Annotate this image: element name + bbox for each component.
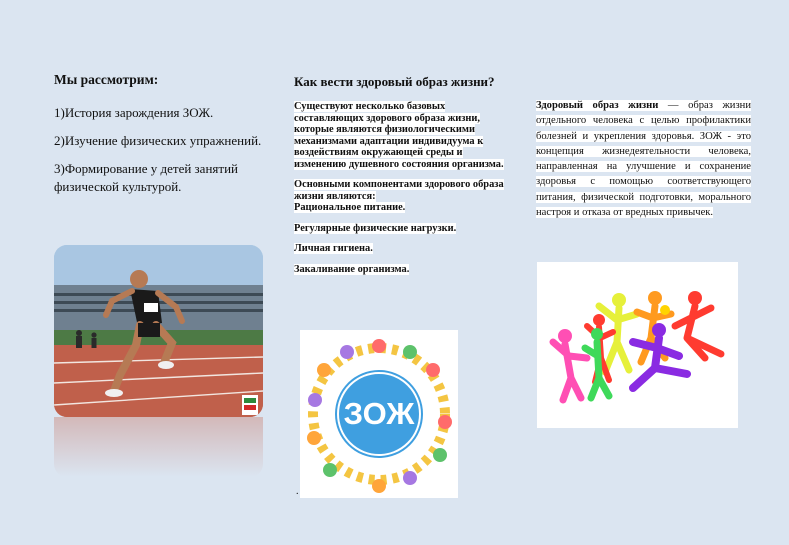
component-item: Личная гигиена. <box>294 243 373 254</box>
sprinter-photo <box>54 245 263 417</box>
middle-heading: Как вести здоровый образ жизни? <box>294 74 495 89</box>
sprinter-illustration <box>54 245 263 417</box>
zozh-children-circle <box>300 330 458 498</box>
component-item: Регулярные физические нагрузки. <box>294 222 457 234</box>
component-item: Закаливание организма. <box>294 263 410 275</box>
definition-text: — образ жизни отдельного человека с целью профилактики болезней и укрепления здоровья. ЗОЖ - это концепция жизнедеятельности человека, направленная на улучшение и сохранение здоровья с помощью соответствующего питания, физической подготовки, морального настроя и отказа от вредных привычек. <box>536 100 752 219</box>
zozh-label: ЗОЖ <box>343 396 415 431</box>
left-column <box>54 72 269 206</box>
component-item: Рациональное питание. <box>294 202 406 213</box>
components-intro: Основными компонентами здорового образа жизни являются: <box>294 179 504 202</box>
definition-term: Здоровый образ жизни <box>536 100 659 111</box>
list-item: 2)Изучение физических упражнений. <box>54 133 262 148</box>
right-column <box>536 98 751 220</box>
middle-column <box>294 72 506 284</box>
dancers-illustration <box>537 262 738 428</box>
dancing-silhouettes <box>537 262 738 428</box>
zozh-illustration <box>300 330 458 498</box>
list-item: 1)История зарождения ЗОЖ. <box>54 105 214 120</box>
trailing-dot: . <box>296 486 299 497</box>
photo-reflection <box>54 417 263 477</box>
list-item: 3)Формирование у детей занятий физической культурой. <box>54 161 238 194</box>
left-heading: Мы рассмотрим: <box>54 72 159 87</box>
intro-text: Существуют несколько базовых составляющих здорового образа жизни, которые являются физиологическими механизмами адаптации индивидуума к воздействиям окружающей среды и изменению душевного состояния организма. <box>294 101 504 170</box>
